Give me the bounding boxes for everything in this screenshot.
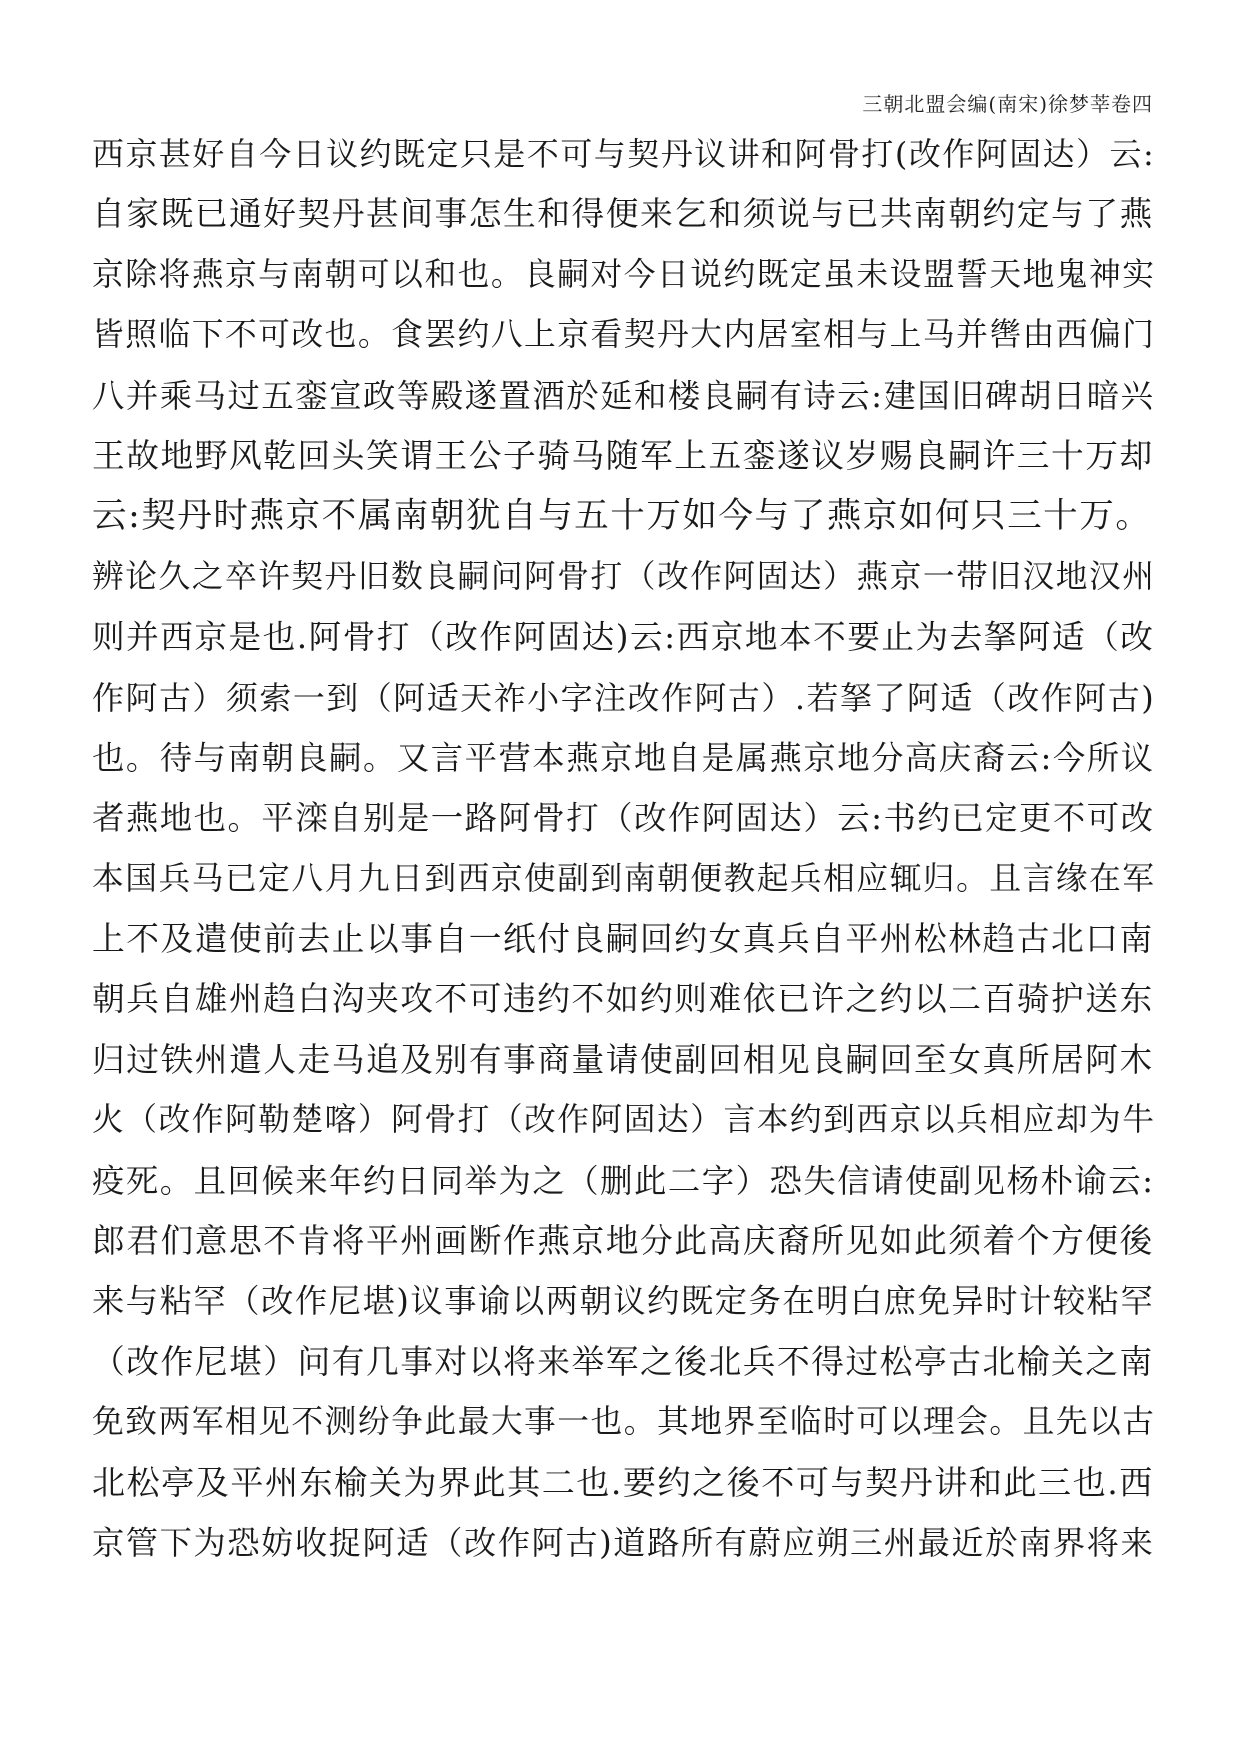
text-line: 王故地野风乾回头笑谓王公子骑马随军上五銮遂议岁赐良嗣许三十万却	[92, 436, 1154, 475]
text-line: 皆照临下不可改也。食罢约八上京看契丹大内居室相与上马并辔由西偏门	[92, 317, 1156, 354]
text-line: 自家既已通好契丹甚间事怎生和得便来乞和须说与已共南朝约定与了燕	[92, 195, 1154, 234]
text-line: 八并乘马过五銮宣政等殿遂置酒於延和楼良嗣有诗云:建国旧碑胡日暗兴	[92, 376, 1155, 415]
text-line: 归过铁州遣人走马追及别有事商量请使副回相见良嗣回至女真所居阿木	[92, 1040, 1154, 1079]
text-line: 也。待与南朝良嗣。又言平营本燕京地自是属燕京地分高庆裔云:今所议	[92, 738, 1155, 777]
text-line: （改作尼堪）问有几事对以将来举军之後北兵不得过松亭古北榆关之南	[92, 1342, 1154, 1381]
text-line: 北松亭及平州东榆关为界此其二也.要约之後不可与契丹讲和此三也.西	[92, 1462, 1154, 1502]
running-header: 三朝北盟会编(南宋)徐梦莘卷四	[862, 92, 1153, 116]
text-line: 则并西京是也.阿骨打（改作阿固达)云:西京地本不要止为去拏阿适（改	[92, 618, 1155, 657]
text-line: 上不及遣使前去止以事自一纸付良嗣回约女真兵自平州松林趋古北口南	[92, 920, 1154, 959]
text-line: 疫死。且回候来年约日同举为之（删此二字）恐失信请使副见杨朴谕云:	[92, 1161, 1155, 1200]
text-line: 本国兵马已定八月九日到西京使副到南朝便教起兵相应辄归。且言缘在军	[92, 860, 1156, 897]
text-line: 作阿古）须索一到（阿适天祚小字注改作阿古）.若拏了阿适（改作阿古)	[92, 678, 1156, 717]
text-line: 辨论久之卒许契丹旧数良嗣问阿骨打（改作阿固达）燕京一带旧汉地汉州	[92, 558, 1156, 595]
text-line: 朝兵自雄州趋白沟夹攻不可违约不如约则难依已许之约以二百骑护送东	[92, 980, 1154, 1019]
body-text	[92, 124, 1162, 1573]
text-line: 郎君们意思不肯将平州画断作燕京地分此高庆裔所见如此须着个方便後	[92, 1222, 1154, 1261]
text-line: 西京甚好自今日议约既定只是不可与契丹议讲和阿骨打(改作阿固达）云:	[92, 135, 1156, 173]
text-line: 火（改作阿勒楚喀）阿骨打（改作阿固达）言本约到西京以兵相应却为牛	[92, 1102, 1156, 1139]
text-line: 京管下为恐妨收捉阿适（改作阿古)道路所有蔚应朔三州最近於南界将来	[92, 1523, 1155, 1562]
text-line: 来与粘罕（改作尼堪)议事谕以两朝议约既定务在明白庶免异时计较粘罕	[92, 1282, 1155, 1321]
text-line: 者燕地也。平滦自别是一路阿骨打（改作阿固达）云:书约已定更不可改	[92, 799, 1155, 838]
text-line: 免致两军相见不测纷争此最大事一也。其地界至临时可以理会。且先以古	[92, 1404, 1156, 1441]
text-line: 京除将燕京与南朝可以和也。良嗣对今日说约既定虽未设盟誓天地鬼神实	[92, 256, 1156, 293]
text-line: 云:契丹时燕京不属南朝犹自与五十万如今与了燕京如何只三十万。	[92, 496, 1152, 537]
